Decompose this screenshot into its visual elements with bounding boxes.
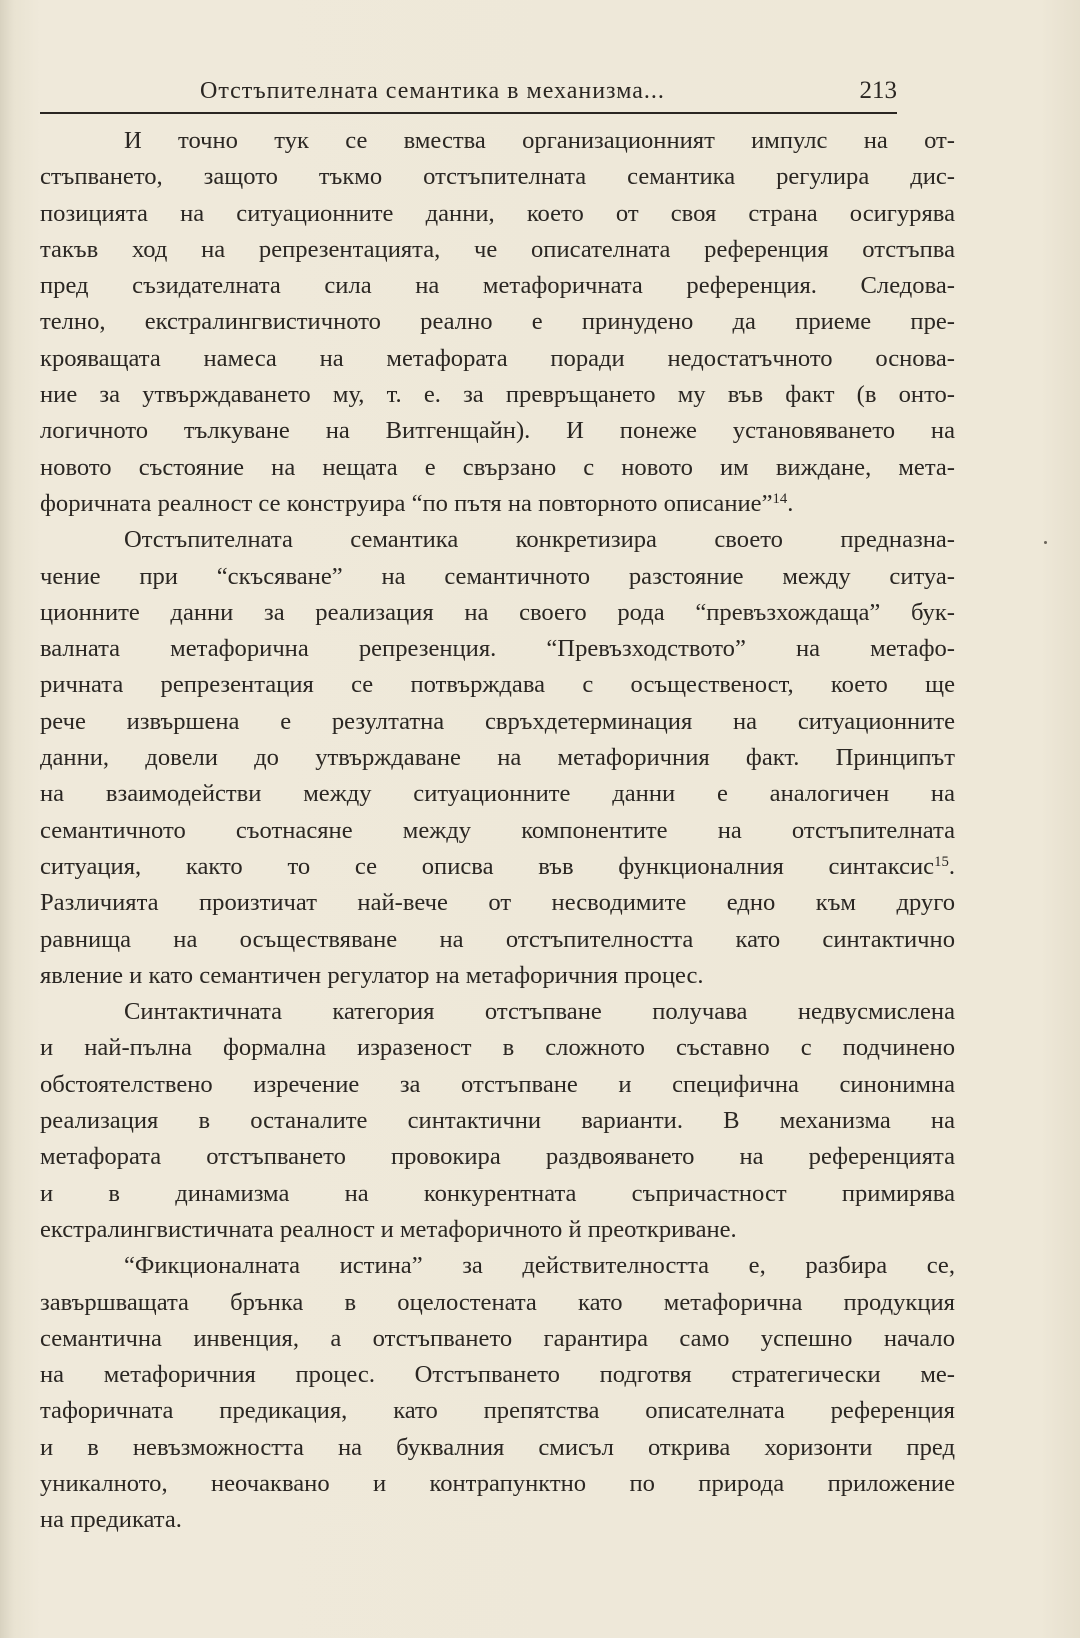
text-line [40,486,955,522]
text-line [40,1139,955,1175]
text-line [40,1103,955,1139]
footnote-marker: 15 [934,853,949,870]
line-text: семантична инвенция, а отстъпването гарантира само успешно начало [40,1324,955,1352]
line-text: пред съзидателната сила на метафоричната референция. Следова- [40,272,955,300]
line-text: крояващата намеса на метафората поради недостатъчното основа- [40,344,955,372]
line-text: валната метафорична репрезенция. “Превъзходството” на метафо- [40,635,955,663]
text-line [40,704,955,740]
line-text: И точно тук се вмества организационният импулс на от- [124,127,955,154]
line-text: рече извършена е резултатна свръхдетерминация на ситуационните [40,707,955,735]
line-text: обстоятелствено изречение за отстъпване и специфична синонимна [40,1070,955,1098]
line-text: уникалното, неочаквано и контрапунктно по природа приложение [40,1469,955,1497]
text-line [40,304,955,340]
text-line [40,1030,955,1066]
text-line [40,1466,955,1502]
text-line [40,1067,955,1103]
line-text: на предиката. [40,1506,182,1534]
line-text: чение при “скъсяване” на семантичното разстояние между ситуа- [40,562,955,590]
line-text: такъв ход на репрезентацията, че описателната референция отстъпва [40,235,955,263]
text-line [40,1212,955,1248]
text-line [40,667,955,703]
line-text: тафоричната предикация, като препятства описателната референция [40,1397,955,1425]
text-line [40,849,955,885]
text-line [40,159,955,195]
line-text: форичната реалност се конструира “по пътя на повторното описание” [40,489,773,517]
line-text: телно, екстралингвистичното реално е принудено да приеме пре- [40,308,955,336]
text-line [40,123,955,159]
text-line [40,740,955,776]
text-line [40,559,955,595]
line-text: Синтактичната категория отстъпване получава недвусмислена [124,998,955,1026]
text-line [40,450,955,486]
page-number: 213 [859,77,897,104]
text-line [40,1357,955,1393]
text-line [40,1248,955,1284]
running-title: Отстъпителната семантика в механизма... [200,78,665,104]
text-line [40,341,955,377]
line-text: и най-пълна формална изразеност в сложното съставно с подчинено [40,1034,955,1062]
line-text: стъпването, защото тъкмо отстъпителната семантика регулира дис- [40,163,955,191]
line-text: Отстъпителната семантика конкретизира своето предназна- [124,526,955,554]
text-line [40,1285,955,1321]
line-trailing-punctuation: . [948,852,955,880]
text-line [40,1430,955,1466]
text-line [40,922,955,958]
text-line [40,1393,955,1429]
text-line [40,776,955,812]
line-text: и в невъзможността на буквалния смисъл открива хоризонти пред [40,1433,955,1461]
text-line [40,377,955,413]
line-text: на взаимодействи между ситуационните данни е аналогичен на [40,780,955,808]
line-text: ние за утвърждаването му, т. е. за превръщането му във факт (в онто- [40,381,955,409]
text-line [40,1176,955,1212]
line-text: реализация в останалите синтактични варианти. В механизма на [40,1107,955,1135]
line-text: метафората отстъпването провокира раздвояването на референцията [40,1143,955,1171]
footnote-marker: 14 [772,490,788,507]
text-line [40,232,955,268]
line-text: логичното тълкуване на Витгенщайн). И понеже установяването на [40,417,955,445]
line-text: данни, довели до утвърждаване на метафоричния факт. Принципът [40,744,955,772]
text-line [40,958,955,994]
text-line [40,196,955,232]
line-text: ричната репрезентация се потвърждава с осъщественост, което ще [40,671,955,699]
line-text: Различията произтичат най-вече от несводимите едно към друго [40,889,955,917]
line-text: позицията на ситуационните данни, което от своя страна осигурява [40,199,955,227]
text-line [40,413,955,449]
line-text: на метафоричния процес. Отстъпването подготвя стратегически ме- [40,1361,955,1389]
text-line [40,268,955,304]
text-line [40,813,955,849]
body-text [40,123,955,1539]
line-text: “Фикционалната истина” за действителността е, разбира се, [124,1252,955,1280]
line-text: явление и като семантичен регулатор на метафоричния процес. [40,961,704,989]
line-trailing-punctuation: . [787,489,794,517]
text-line [40,885,955,921]
running-header [40,76,897,114]
paper-speck [1044,541,1047,544]
line-text: новото състояние на нещата е свързано с новото им виждане, мета- [40,453,955,481]
line-text: и в динамизма на конкурентната съпричастност примирява [40,1179,955,1207]
text-line [40,1502,955,1538]
line-text: ситуация, както то се описва във функционалния синтаксис [40,852,935,880]
line-text: екстралингвистичната реалност и метафоричното й преоткриване. [40,1215,737,1243]
text-line [40,595,955,631]
line-text: ционните данни за реализация на своего рода “превъзхождаща” бук- [40,598,955,626]
line-text: семантичното съотнасяне между компонентите на отстъпителната [40,816,955,844]
text-line [40,1321,955,1357]
line-text: завършващата брънка в оцелостената като метафорична продукция [40,1288,955,1316]
text-line [40,522,955,558]
line-text: равнища на осъществяване на отстъпителността като синтактично [40,925,955,953]
text-line [40,994,955,1030]
text-line [40,631,955,667]
